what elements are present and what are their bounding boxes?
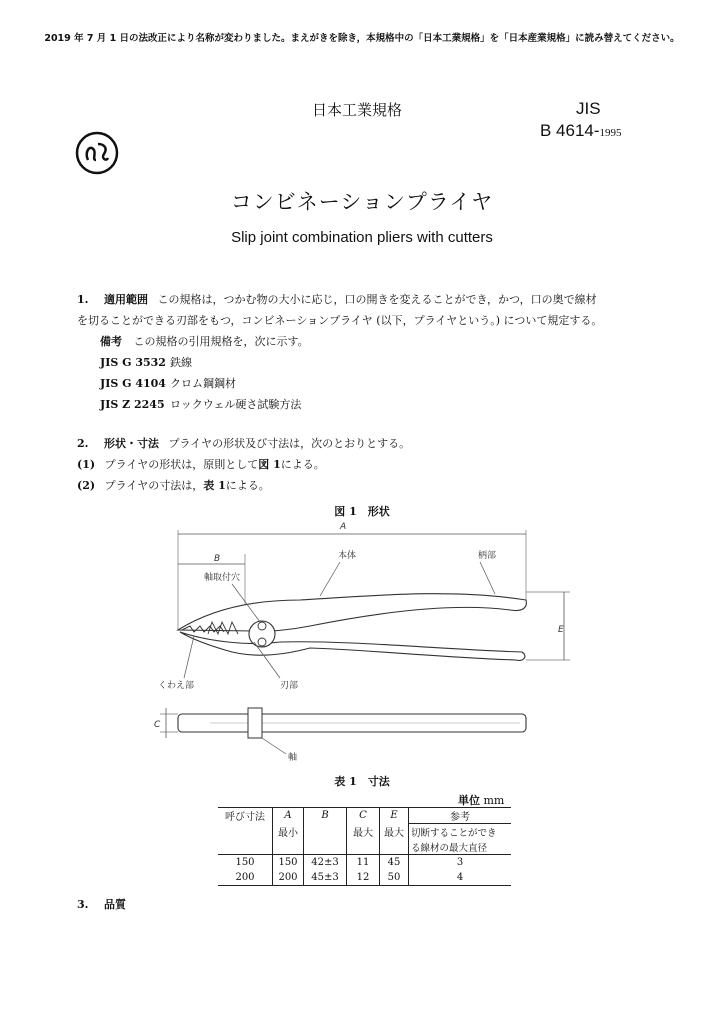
reference-name: 鉄線: [170, 356, 192, 369]
item1-figure-ref: 図 1: [258, 458, 281, 471]
section1-text-line2: を切ることができる刃部をもつ，コンビネーションプライヤ (以下，プライヤという。) について規定する。: [77, 314, 603, 327]
cell-c: 12: [347, 870, 380, 886]
cell-reference: 3: [409, 855, 512, 871]
item1-number: (1): [77, 458, 96, 471]
header-e-sub: 最大: [380, 824, 409, 840]
table-title: 表 1 寸法: [334, 775, 390, 788]
header-a: A: [273, 808, 304, 824]
document-title-en: Slip joint combination pliers with cutters: [231, 229, 493, 246]
leader-line: [262, 738, 286, 754]
header-e: E: [380, 808, 409, 824]
item1-post: による。: [280, 458, 325, 471]
reference-name: ロックウェル硬さ試験方法: [170, 398, 302, 411]
table-row: [218, 855, 511, 871]
revision-notice: 2019 年 7 月 1 日の法改正により名称が変わりました。まえがきを除き，本規格中の「日本工業規格」を「日本産業規格」に読み替えてください。: [44, 33, 680, 44]
reference-item: [100, 398, 301, 412]
leader-line: [480, 562, 495, 594]
standard-number-code: B 4614-: [540, 121, 600, 140]
pliers-drawing: [150, 518, 590, 768]
section3-number: 3.: [77, 898, 89, 911]
dimension-c-label: C: [154, 720, 161, 730]
reference-code: JIS G 4104: [100, 377, 166, 390]
header-reference: 参考: [409, 808, 512, 824]
handle-label: 柄部: [478, 551, 497, 561]
item2-post: による。: [225, 479, 270, 492]
table-subheader-row: [218, 839, 511, 855]
header-c: C: [347, 808, 380, 824]
cell-size: 150: [235, 857, 255, 868]
item2-pre: プライヤの寸法は，: [104, 479, 204, 492]
cell-e: 45: [380, 855, 409, 871]
cell-b: 45±3: [304, 870, 347, 886]
section2-line: [77, 437, 410, 451]
header-reference-sub2: る線材の最大直径: [409, 839, 512, 855]
item2-number: (2): [77, 479, 96, 492]
body-label: 本体: [338, 551, 357, 561]
dimension-a-label: A: [340, 522, 347, 532]
header-reference-sub1: 切断することができ: [409, 824, 512, 840]
section1-heading: 適用範囲: [103, 293, 148, 306]
remark-text: この規格の引用規格を，次に示す。: [133, 335, 309, 348]
standard-name: 日本工業規格: [312, 101, 403, 119]
unit-value: mm: [483, 794, 505, 807]
standard-year: 1995: [599, 127, 622, 139]
header-a-sub: 最小: [273, 824, 304, 840]
jis-mark-logo: [74, 130, 120, 176]
figure-title: 図 1 形状: [334, 505, 390, 518]
standard-number: [540, 121, 622, 141]
dimensions-table: [218, 807, 511, 886]
reference-name: クロム鋼鋼材: [170, 377, 236, 390]
side-view-shaft: [248, 708, 262, 738]
section1-remark: [100, 335, 309, 349]
cell-reference: 4: [409, 870, 512, 886]
document-title-ja: コンビネーションプライヤ: [230, 190, 494, 214]
section2-item2: [77, 479, 270, 493]
section2-item1: [77, 458, 325, 472]
cell-c: 11: [347, 855, 380, 871]
dimension-e-label: E: [558, 625, 564, 635]
cell-b: 42±3: [304, 855, 347, 871]
reference-code: JIS Z 2245: [100, 398, 165, 411]
item1-pre: プライヤの形状は，原則として: [104, 458, 259, 471]
header-c-sub: 最大: [347, 824, 380, 840]
reference-item: [100, 377, 236, 391]
item2-table-ref: 表 1: [203, 479, 226, 492]
cell-a: 200: [273, 870, 304, 886]
cell-a: 150: [273, 855, 304, 871]
pivot-hole-label: 軸取付穴: [204, 573, 241, 583]
table-subheader-row: [218, 824, 511, 840]
table-unit: [458, 792, 504, 808]
table-row: [218, 870, 511, 886]
leader-line: [184, 636, 194, 678]
blade-label: 刃部: [280, 681, 299, 691]
leader-line: [320, 562, 340, 596]
pivot-joint: [249, 621, 275, 647]
unit-label: 単位: [458, 794, 480, 807]
pliers-lower-arm: [180, 632, 525, 660]
jaw-label: くわえ部: [158, 681, 195, 691]
section3-heading: 品質: [103, 898, 126, 911]
jis-label: JIS: [576, 99, 601, 118]
section3-line: [77, 898, 126, 912]
header-size: 呼び寸法: [218, 808, 273, 824]
table-header-row: [218, 808, 511, 824]
cell-e: 50: [380, 870, 409, 886]
remark-label: 備考: [100, 335, 122, 348]
section1-number: 1.: [77, 293, 89, 306]
section2-heading: 形状・寸法: [103, 437, 159, 450]
section1-line1: [77, 293, 597, 307]
section1-text-line1: この規格は，つかむ物の大小に応じ，口の開きを変えることができ，かつ，口の奥で線材: [157, 293, 597, 306]
header-b: B: [304, 808, 347, 824]
shaft-label: 軸: [288, 753, 298, 763]
dimension-b-label: B: [214, 554, 221, 564]
section2-number: 2.: [77, 437, 89, 450]
section2-text: プライヤの形状及び寸法は，次のとおりとする。: [168, 437, 411, 450]
reference-code: JIS G 3532: [100, 356, 166, 369]
reference-item: [100, 356, 192, 370]
pliers-upper-arm: [178, 594, 526, 632]
cell-size: 200: [218, 870, 273, 886]
